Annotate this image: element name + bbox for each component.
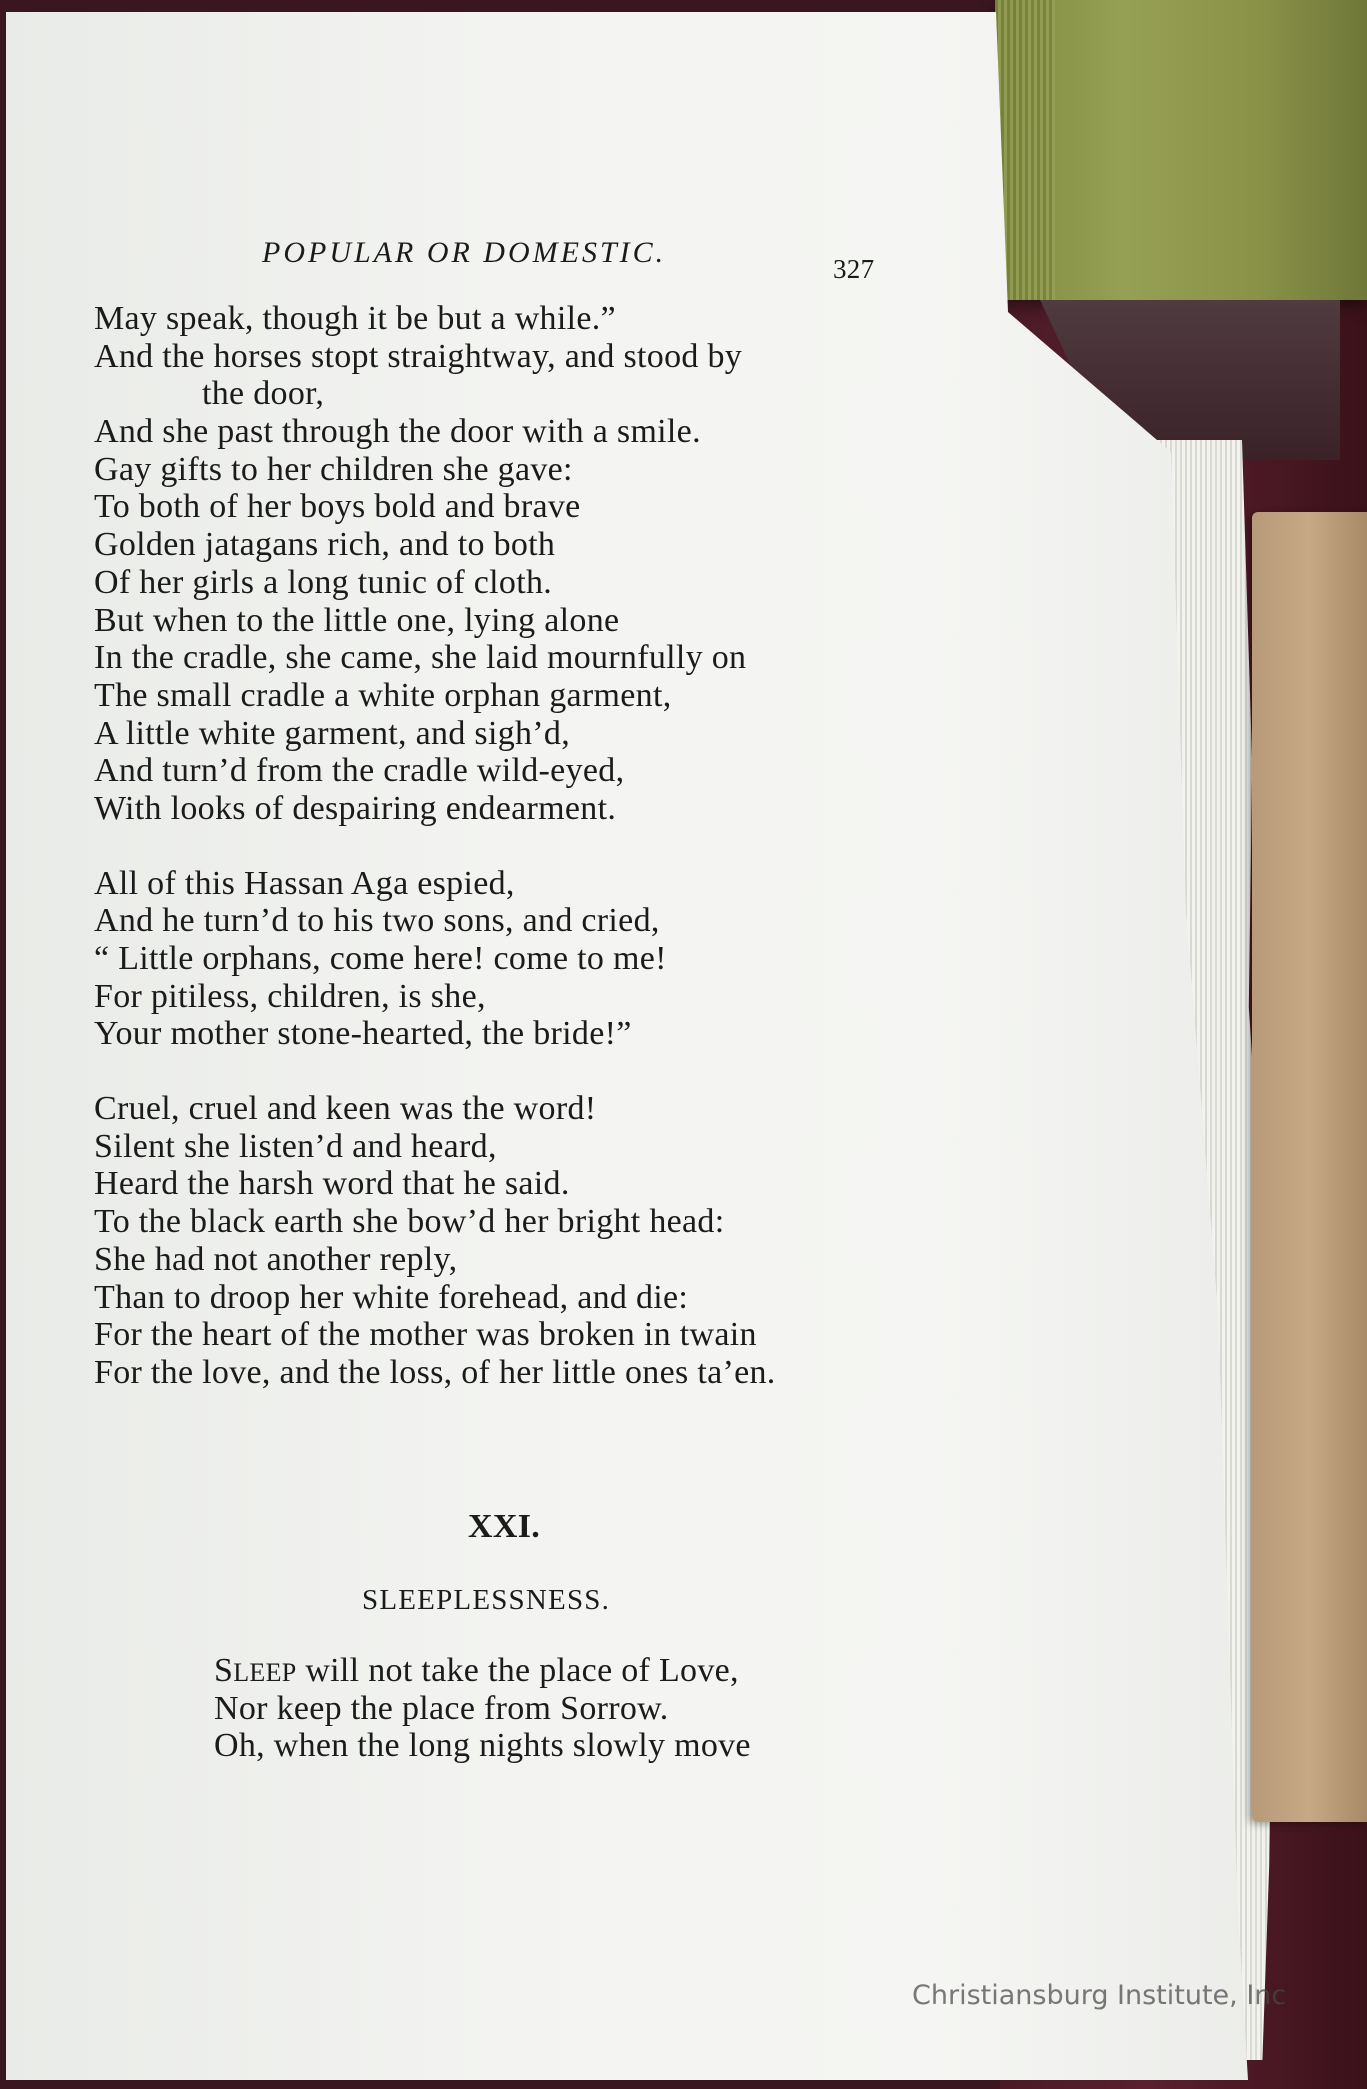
poem-line: Golden jatagans rich, and to both — [94, 526, 556, 564]
small-caps-word: LEEP — [233, 1658, 297, 1687]
poem-line: For the love, and the loss, of her little ones ta’en. — [94, 1353, 776, 1391]
poem-line: Silent she listen’d and heard, — [94, 1127, 497, 1165]
poem-line: But when to the little one, lying alone — [94, 601, 620, 639]
stanza-break — [94, 828, 776, 865]
page-number: 327 — [833, 254, 875, 284]
poem-stanzas — [94, 300, 776, 1392]
first-line-text: will not take the place of Love, — [296, 1652, 739, 1689]
poem-line: With looks of despairing endearment. — [94, 789, 617, 827]
poem-line: And the horses stopt straightway, and stood by — [94, 337, 743, 375]
poem-line: Cruel, cruel and keen was the word! — [94, 1090, 597, 1128]
poem-line: She had not another reply, — [94, 1240, 458, 1278]
poem-line: Gay gifts to her children she gave: — [94, 450, 573, 488]
poem-line: Heard the harsh word that he said. — [94, 1165, 570, 1203]
poem-line: To both of her boys bold and brave — [94, 488, 581, 526]
cardboard-insert — [1252, 512, 1367, 1822]
poem-line: May speak, though it be but a while.” — [94, 300, 616, 337]
poem-line: Than to droop her white forehead, and die: — [94, 1278, 689, 1316]
poem-line: To the black earth she bow’d her bright head: — [94, 1203, 725, 1241]
poem-line: And he turn’d to his two sons, and cried, — [94, 902, 660, 940]
stanza-break — [94, 1053, 776, 1090]
poem-line: All of this Hassan Aga espied, — [94, 864, 515, 902]
poem-sleeplessness — [214, 1652, 751, 1765]
poem-line: Of her girls a long tunic of cloth. — [94, 563, 553, 601]
drop-initial: S — [214, 1652, 234, 1689]
running-header: POPULAR OR DOMESTIC. — [262, 236, 667, 269]
poem-line: And she past through the door with a smile. — [94, 413, 701, 451]
poem-line: A little white garment, and sigh’d, — [94, 714, 571, 752]
poem-line: The small cradle a white orphan garment, — [94, 676, 672, 714]
poem-line: Your mother stone-hearted, the bride!” — [94, 1015, 632, 1053]
section-title: SLEEPLESSNESS. — [362, 1584, 611, 1616]
poem-line: For pitiless, children, is she, — [94, 977, 486, 1015]
section-number: XXI. — [468, 1508, 541, 1545]
poem-line: And turn’d from the cradle wild-eyed, — [94, 752, 625, 790]
poem-line: “ Little orphans, come here! come to me! — [94, 940, 667, 977]
poem-line — [214, 1652, 751, 1690]
poem-line: Oh, when the long nights slowly move — [214, 1727, 751, 1765]
watermark: Christiansburg Institute, Inc — [912, 1980, 1287, 2011]
poem-line: For the heart of the mother was broken in twain — [94, 1316, 757, 1354]
poem-line: the door, — [202, 375, 325, 413]
poem-line: Nor keep the place from Sorrow. — [214, 1689, 669, 1727]
green-book-spine — [995, 0, 1367, 300]
poem-line: In the cradle, she came, she laid mournfully on — [94, 639, 747, 677]
